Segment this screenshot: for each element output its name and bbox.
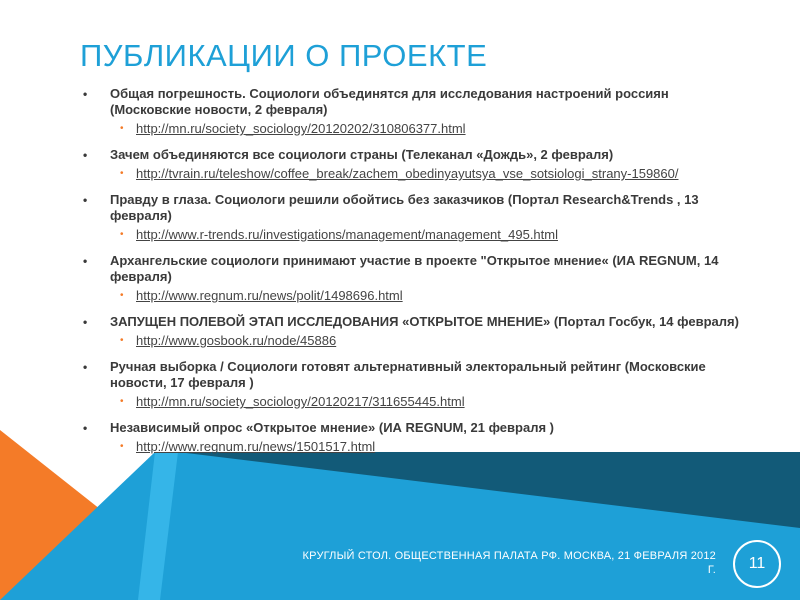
bullet-icon: • [83,254,88,268]
publication-title-text: Зачем объединяются все социологи страны (Телеканал «Дождь», 2 февраля) [110,147,614,162]
publication-link[interactable]: http://www.gosbook.ru/node/45886 [136,333,337,348]
publication-title-text: Общая погрешность. Социологи объединятся для исследования настроений россиян (Московские новости, 2 февраля) [110,86,669,117]
slide-footer: КРУГЛЫЙ СТОЛ. ОБЩЕСТВЕННАЯ ПАЛАТА РФ. МОСКВА, 21 ФЕВРАЛЯ 2012 Г. [302,550,716,576]
publication-title [80,86,740,118]
publication-title-text: Ручная выборка / Социологи готовят альтернативный электоральный рейтинг (Московские новости, 17 февраля ) [110,359,706,390]
page-number-badge: 11 [733,540,781,588]
publication-item [80,86,740,137]
publication-title [80,253,740,285]
publication-link[interactable]: http://tvrain.ru/teleshow/coffee_break/zachem_obedinyayutsya_vse_sotsiologi_strany-159860/ [136,166,679,181]
orange-bullet-icon: • [120,123,124,134]
publication-link-row [80,121,740,137]
bullet-icon: • [83,315,88,329]
publication-item [80,314,740,349]
publication-item [80,359,740,410]
publication-link-row [80,166,740,182]
bullet-icon: • [83,421,88,435]
publication-title [80,147,740,163]
publication-link-row [80,288,740,304]
bullet-icon: • [83,193,88,207]
orange-bullet-icon: • [120,168,124,179]
publication-link[interactable]: http://www.regnum.ru/news/1501517.html [136,439,376,454]
orange-bullet-icon: • [120,229,124,240]
bullet-icon: • [83,87,88,101]
publication-list [80,86,740,465]
publication-title-text: ЗАПУЩЕН ПОЛЕВОЙ ЭТАП ИССЛЕДОВАНИЯ «ОТКРЫТОЕ МНЕНИЕ» (Портал Госбук, 14 февраля) [110,314,739,329]
publication-link[interactable]: http://mn.ru/society_sociology/20120202/310806377.html [136,121,466,136]
publication-link-row [80,227,740,243]
publication-title [80,420,740,436]
orange-bullet-icon: • [120,396,124,407]
publication-link-row [80,394,740,410]
publication-link[interactable]: http://www.r-trends.ru/investigations/management/management_495.html [136,227,558,242]
orange-bullet-icon: • [120,290,124,301]
publication-title-text: Архангельские социологи принимают участие в проекте "Открытое мнение« (ИА REGNUM, 14 февраля) [110,253,719,284]
orange-bullet-icon: • [120,441,124,452]
publication-item [80,147,740,182]
publication-title [80,314,740,330]
publication-link[interactable]: http://mn.ru/society_sociology/20120217/311655445.html [136,394,465,409]
publication-title [80,192,740,224]
publication-item [80,192,740,243]
publication-item [80,253,740,304]
publication-title-text: Независимый опрос «Открытое мнение» (ИА REGNUM, 21 февраля ) [110,420,554,435]
orange-bullet-icon: • [120,335,124,346]
bullet-icon: • [83,148,88,162]
publication-title-text: Правду в глаза. Социологи решили обойтись без заказчиков (Портал Research&Trends , 13 февраля) [110,192,699,223]
publication-link[interactable]: http://www.regnum.ru/news/polit/1498696.html [136,288,403,303]
publication-title [80,359,740,391]
publication-item [80,420,740,455]
bullet-icon: • [83,360,88,374]
publication-link-row [80,333,740,349]
slide-title: ПУБЛИКАЦИИ О ПРОЕКТЕ [80,38,488,73]
publication-link-row [80,439,740,455]
